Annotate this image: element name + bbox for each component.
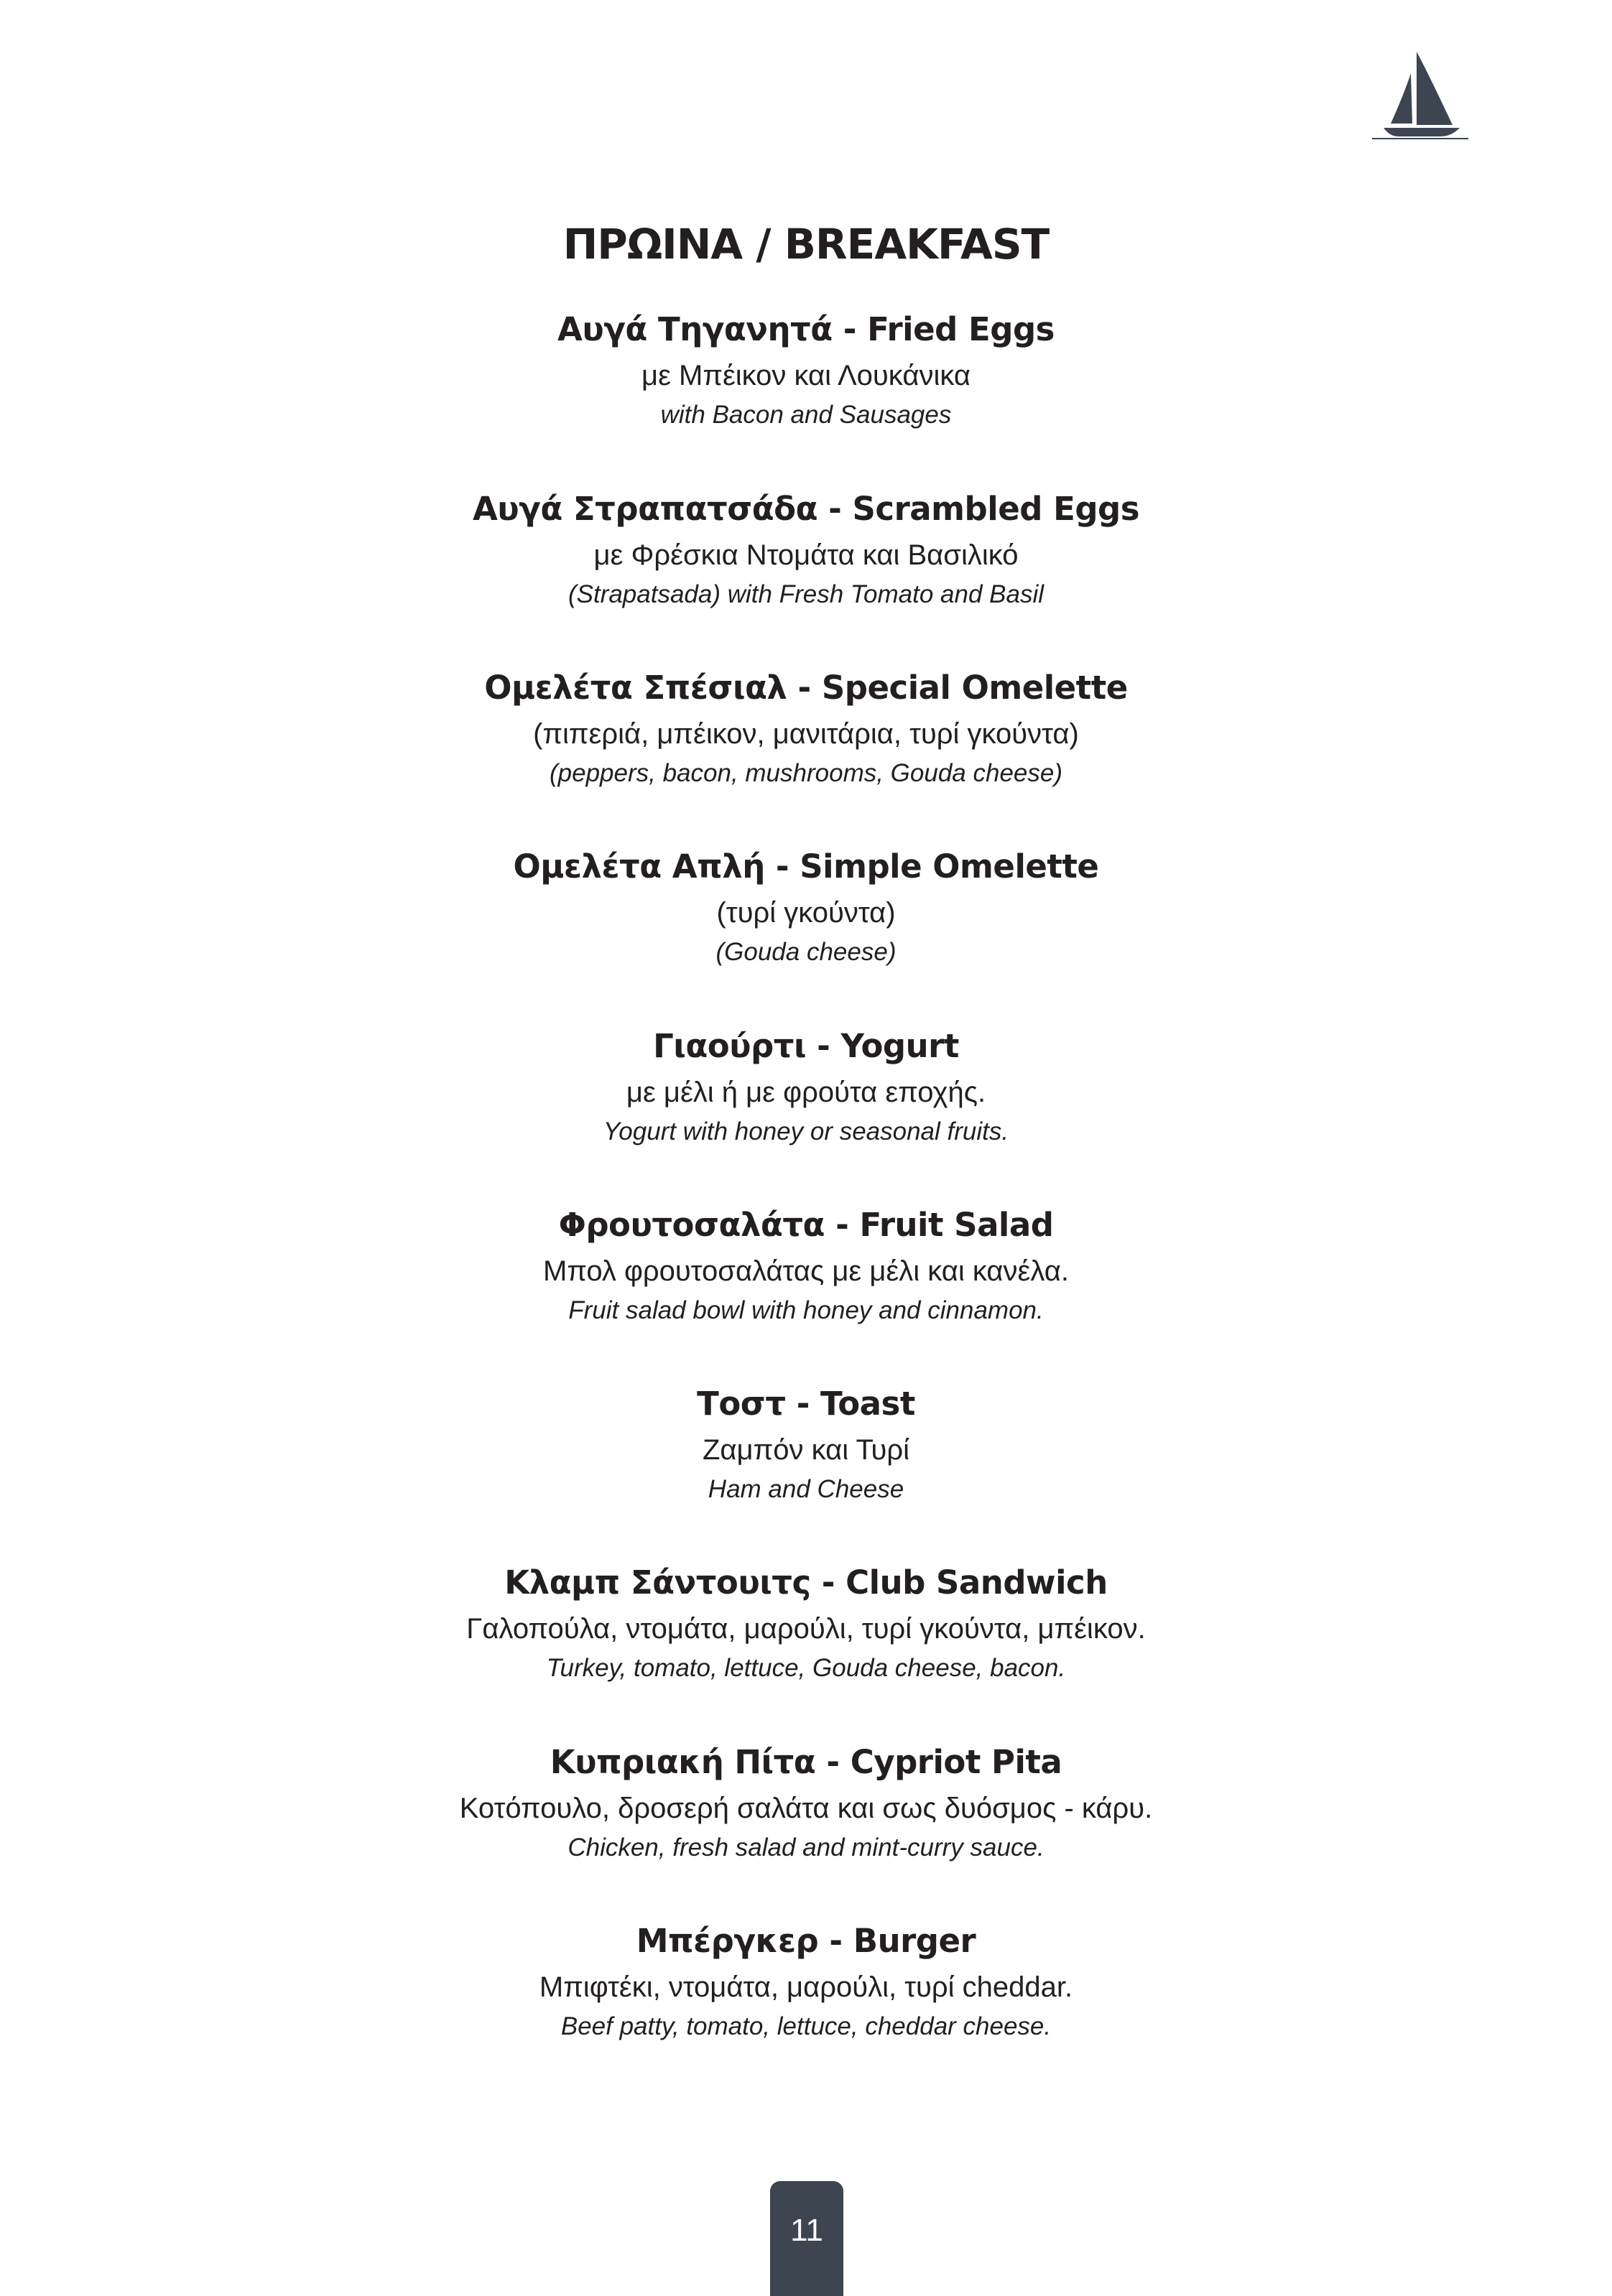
page-number: 11 <box>790 2213 823 2248</box>
menu-item-description-greek: με μέλι ή με φρούτα εποχής. <box>626 1077 986 1108</box>
menu-item-description-english: Chicken, fresh salad and mint-curry sauce. <box>568 1833 1044 1862</box>
menu-item-simple-omelette <box>0 842 1612 993</box>
menu-item-club-sandwich <box>0 1558 1612 1709</box>
menu-item-title: Τοστ - Toast <box>697 1385 915 1423</box>
menu-item-special-omelette <box>0 663 1612 814</box>
menu-item-description-greek: Γαλοπούλα, ντομάτα, μαρούλι, τυρί γκούντα, μπέικον. <box>466 1613 1146 1645</box>
menu-item-description-english: (Gouda cheese) <box>715 938 897 966</box>
menu-item-title: Κλαμπ Σάντουιτς - Club Sandwich <box>504 1563 1108 1602</box>
menu-item-description-english: Ham and Cheese <box>708 1475 904 1503</box>
menu-item-description-greek: Μπιφτέκι, ντομάτα, μαρούλι, τυρί cheddar. <box>539 1971 1073 2003</box>
menu-item-title: Κυπριακή Πίτα - Cypriot Pita <box>550 1743 1062 1781</box>
menu-item-cypriot-pita <box>0 1737 1612 1888</box>
menu-item-burger <box>0 1916 1612 2067</box>
sailboat-icon <box>1371 52 1471 141</box>
menu-item-scrambled-eggs <box>0 484 1612 635</box>
page-title: ΠΡΩΙΝΑ / BREAKFAST <box>562 220 1050 269</box>
menu-item-description-greek: Κοτόπουλο, δροσερή σαλάτα και σως δυόσμος - κάρυ. <box>459 1793 1153 1824</box>
menu-item-description-english: Fruit salad bowl with honey and cinnamon. <box>568 1296 1044 1324</box>
menu-item-description-greek: με Μπέικον και Λουκάνικα <box>641 360 971 391</box>
menu-item-title: Αυγά Τηγανητά - Fried Eggs <box>557 310 1055 348</box>
menu-item-fruit-salad <box>0 1200 1612 1351</box>
menu-item-fried-eggs <box>0 305 1612 455</box>
menu-item-description-english: with Bacon and Sausages <box>660 401 952 429</box>
menu-item-description-english: (Strapatsada) with Fresh Tomato and Basil <box>568 580 1044 608</box>
menu-item-yogurt <box>0 1021 1612 1172</box>
menu-item-title: Ομελέτα Σπέσιαλ - Special Omelette <box>484 669 1128 707</box>
menu-item-description-greek: Ζαμπόν και Τυρί <box>703 1434 909 1466</box>
menu-item-description-english: Beef patty, tomato, lettuce, cheddar cheese. <box>560 2012 1052 2040</box>
menu-item-title: Φρουτοσαλάτα - Fruit Salad <box>558 1206 1054 1244</box>
page-number-tab <box>770 2181 843 2296</box>
menu-item-description-greek: με Φρέσκια Ντομάτα και Βασιλικό <box>593 539 1019 571</box>
menu-item-description-greek: (τυρί γκούντα) <box>716 897 896 929</box>
menu-item-title: Ομελέτα Απλή - Simple Omelette <box>513 847 1099 886</box>
menu-item-description-english: Yogurt with honey or seasonal fruits. <box>603 1117 1009 1145</box>
menu-item-toast <box>0 1379 1612 1530</box>
menu-item-title: Γιαούρτι - Yogurt <box>653 1027 959 1065</box>
menu-item-description-english: Turkey, tomato, lettuce, Gouda cheese, bacon. <box>546 1654 1066 1682</box>
menu-item-title: Αυγά Στραπατσάδα - Scrambled Eggs <box>472 490 1140 528</box>
menu-item-description-greek: (πιπεριά, μπέικον, μανιτάρια, τυρί γκούντα) <box>533 718 1079 750</box>
menu-item-description-greek: Μπολ φρουτοσαλάτας με μέλι και κανέλα. <box>543 1255 1069 1287</box>
menu-item-title: Μπέργκερ - Burger <box>636 1922 976 1960</box>
menu-item-description-english: (peppers, bacon, mushrooms, Gouda cheese) <box>550 759 1062 787</box>
